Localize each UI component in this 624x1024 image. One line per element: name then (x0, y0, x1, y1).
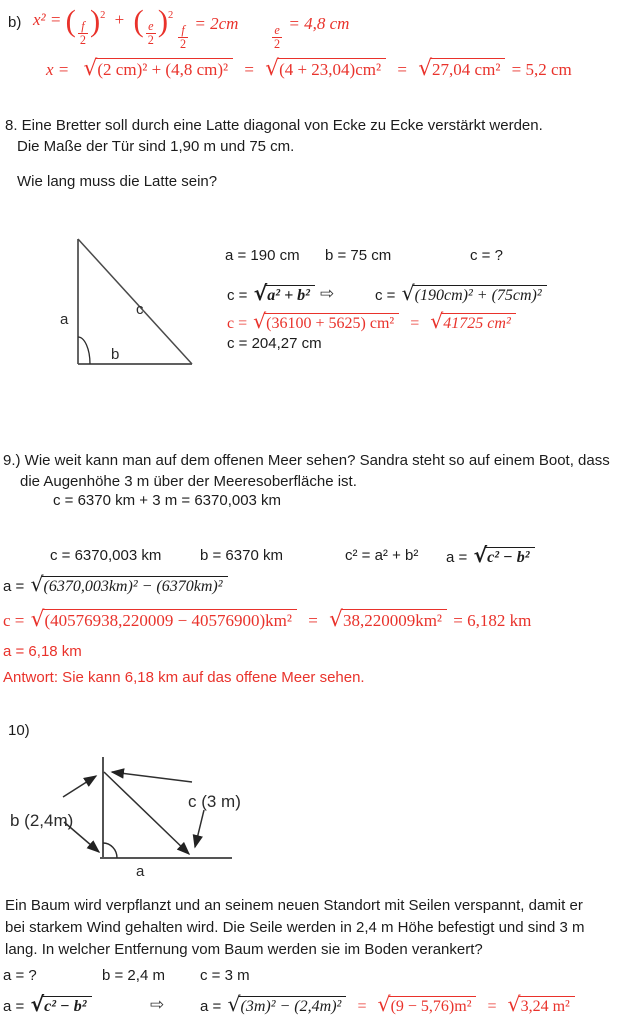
radical-sign: √ (418, 56, 433, 81)
p8-text-line2: Die Maße der Tür sind 1,90 m und 75 cm. (17, 138, 295, 155)
p8-given-a: a = 190 cm (225, 247, 300, 264)
c-pointer (195, 810, 204, 847)
radical-sign: √ (227, 992, 241, 1016)
radical-sign: √ (401, 281, 415, 305)
angle-arc (103, 843, 117, 858)
p8-given-b: b = 75 cm (325, 247, 392, 264)
triangle-label-c: c (136, 301, 144, 318)
sqrt: √(3m)² − (2,4m)² (227, 994, 346, 1016)
radical-sign: √ (253, 281, 268, 305)
p10-given-b: b = 2,4 m (102, 967, 165, 984)
paren-close: ) (157, 4, 169, 38)
item-b-equation (33, 4, 174, 47)
radical-sign: √ (473, 543, 488, 567)
b-pointer-up (63, 776, 96, 797)
sqrt: √(9 − 5,76)m² (378, 994, 477, 1016)
a-lhs: a = (3, 578, 25, 595)
radical-sign: √ (30, 607, 45, 632)
p8-given-c: c = ? (470, 247, 503, 264)
fraction-f2: $\frac{f}{2}$ (180, 23, 187, 51)
sqrt: √(2 cm)² + (4,8 cm)² (84, 58, 234, 80)
sqrt: √(40576938,220009 − 40576900)km² (31, 609, 297, 631)
p10-given-c: c = 3 m (200, 967, 250, 984)
red-tail (352, 992, 576, 1016)
radical-sign: √ (377, 992, 391, 1016)
rope-line-c (104, 772, 189, 854)
a-lhs: a = (200, 998, 222, 1015)
p8-question: Wie lang muss die Latte sein? (17, 173, 218, 190)
figure-label-a: a (136, 863, 145, 880)
sqrt: √(36100 + 5625) cm² (253, 311, 399, 333)
equals: = (397, 60, 407, 79)
radical-sign: √ (329, 607, 343, 632)
equals: = (357, 998, 367, 1015)
exponent: 2 (100, 10, 106, 22)
triangle-hypotenuse (78, 239, 192, 364)
a-lhs: a = (446, 549, 468, 566)
a-lhs: a = (3, 998, 25, 1015)
radical-sign: √ (30, 992, 45, 1016)
paren-close: ) (89, 4, 101, 38)
item-b-label: b) (8, 14, 22, 31)
sqrt: √27,04 cm² (418, 58, 505, 80)
c-lhs: c = (227, 315, 248, 332)
p8-text-line1: 8. Eine Bretter soll durch eine Latte diagonal von Ecke zu Ecke verstärkt werden. (5, 117, 543, 134)
sqrt: √3,24 m² (508, 994, 575, 1016)
sqrt: √41725 cm² (430, 311, 516, 333)
sqrt: √(6370,003km)² − (6370km)² (30, 574, 227, 596)
equals: = (410, 315, 420, 332)
equals: = (244, 60, 254, 79)
plus-sign: + (114, 9, 125, 29)
p10-text-line1: Ein Baum wird verpflanzt und an seinem neuen Standort mit Seilen verspannt, damit er (5, 897, 583, 914)
c-lhs: c = (3, 611, 25, 630)
result: = 5,2 cm (511, 60, 572, 79)
pointer-line-top (112, 772, 192, 782)
b-given-f: $\frac{f}{2}$ = 2cm (180, 14, 239, 51)
radical-sign: √ (265, 56, 280, 81)
sqrt: √c² − b² (473, 545, 534, 567)
equals: = (308, 611, 318, 630)
p9-pythagoras: c² = a² + b² (345, 547, 419, 564)
p10-label: 10) (8, 722, 30, 739)
p9-text-line2: die Augenhöhe 3 m über der Meeresoberfläche ist. (20, 473, 357, 490)
equals: = (487, 998, 497, 1015)
fraction-e2: $\frac{e}{2}$ (274, 23, 281, 51)
implies-arrow: ⇨ (150, 995, 165, 1015)
sqrt: √(190cm)² + (75cm)² (402, 283, 547, 305)
triangle-label-a: a (60, 311, 69, 328)
x-lhs: x = (46, 60, 70, 79)
p9-red-step (3, 609, 531, 631)
p9-answer: Antwort: Sie kann 6,18 km auf das offene Meer sehen. (3, 669, 365, 686)
figure-label-b: b (2,4m) (10, 811, 74, 830)
p9-a-result: a = 6,18 km (3, 643, 82, 660)
exponent: 2 (168, 10, 174, 22)
p8-substitution (375, 283, 549, 305)
p8-result: c = 204,27 cm (227, 335, 322, 352)
fraction-f2: $\frac{f}{2}$ (79, 19, 86, 47)
radical-sign: √ (30, 572, 44, 596)
p10-solution (200, 994, 577, 1016)
tree-figure (0, 745, 280, 890)
p8-formula (227, 283, 317, 305)
fraction-e2: $\frac{e}{2}$ (147, 19, 154, 47)
radical-sign: √ (507, 992, 521, 1016)
paren-open: ( (65, 4, 76, 38)
radical-sign: √ (253, 309, 267, 333)
triangle-figure (50, 232, 220, 372)
p10-text-line2: bei starkem Wind gehalten wird. Die Seile werden in 2,4 m Höhe befestigt und sind 3 m (5, 919, 585, 936)
sqrt: √a² + b² (254, 283, 315, 305)
p9-given-c: c = 6370,003 km (50, 547, 162, 564)
sqrt: √38,220009km² (329, 609, 447, 631)
p8-red-step (227, 311, 518, 333)
p9-a-formula (446, 545, 537, 567)
figure-label-c: c (3 m) (188, 792, 241, 811)
p9-text-line1: 9.) Wie weit kann man auf dem offenen Meer sehen? Sandra steht so auf einem Boot, dass (3, 452, 610, 469)
angle-arc (78, 337, 90, 364)
p10-formula (3, 994, 94, 1016)
paren-open: ( (133, 4, 144, 38)
b-given-e: $\frac{e}{2}$ = 4,8 cm (274, 14, 350, 51)
sqrt: √c² − b² (30, 994, 91, 1016)
p9-text-line3: c = 6370 km + 3 m = 6370,003 km (53, 492, 282, 509)
result: = 6,182 km (453, 611, 532, 630)
radical-sign: √ (430, 309, 444, 333)
p9-given-b: b = 6370 km (200, 547, 283, 564)
b-eq-lhs: x² = (33, 9, 62, 29)
sqrt: √(4 + 23,04)cm² (265, 58, 386, 80)
b-solution-line (46, 58, 572, 80)
implies-arrow: ⇨ (320, 284, 335, 304)
c-lhs: c = (227, 287, 248, 304)
radical-sign: √ (83, 56, 98, 81)
triangle-label-b: b (111, 346, 120, 363)
p10-text-line3: lang. In welcher Entfernung vom Baum werden sie im Boden verankert? (5, 941, 483, 958)
p10-given-a: a = ? (3, 967, 37, 984)
p9-substitution (3, 574, 230, 596)
c-lhs: c = (375, 287, 396, 304)
